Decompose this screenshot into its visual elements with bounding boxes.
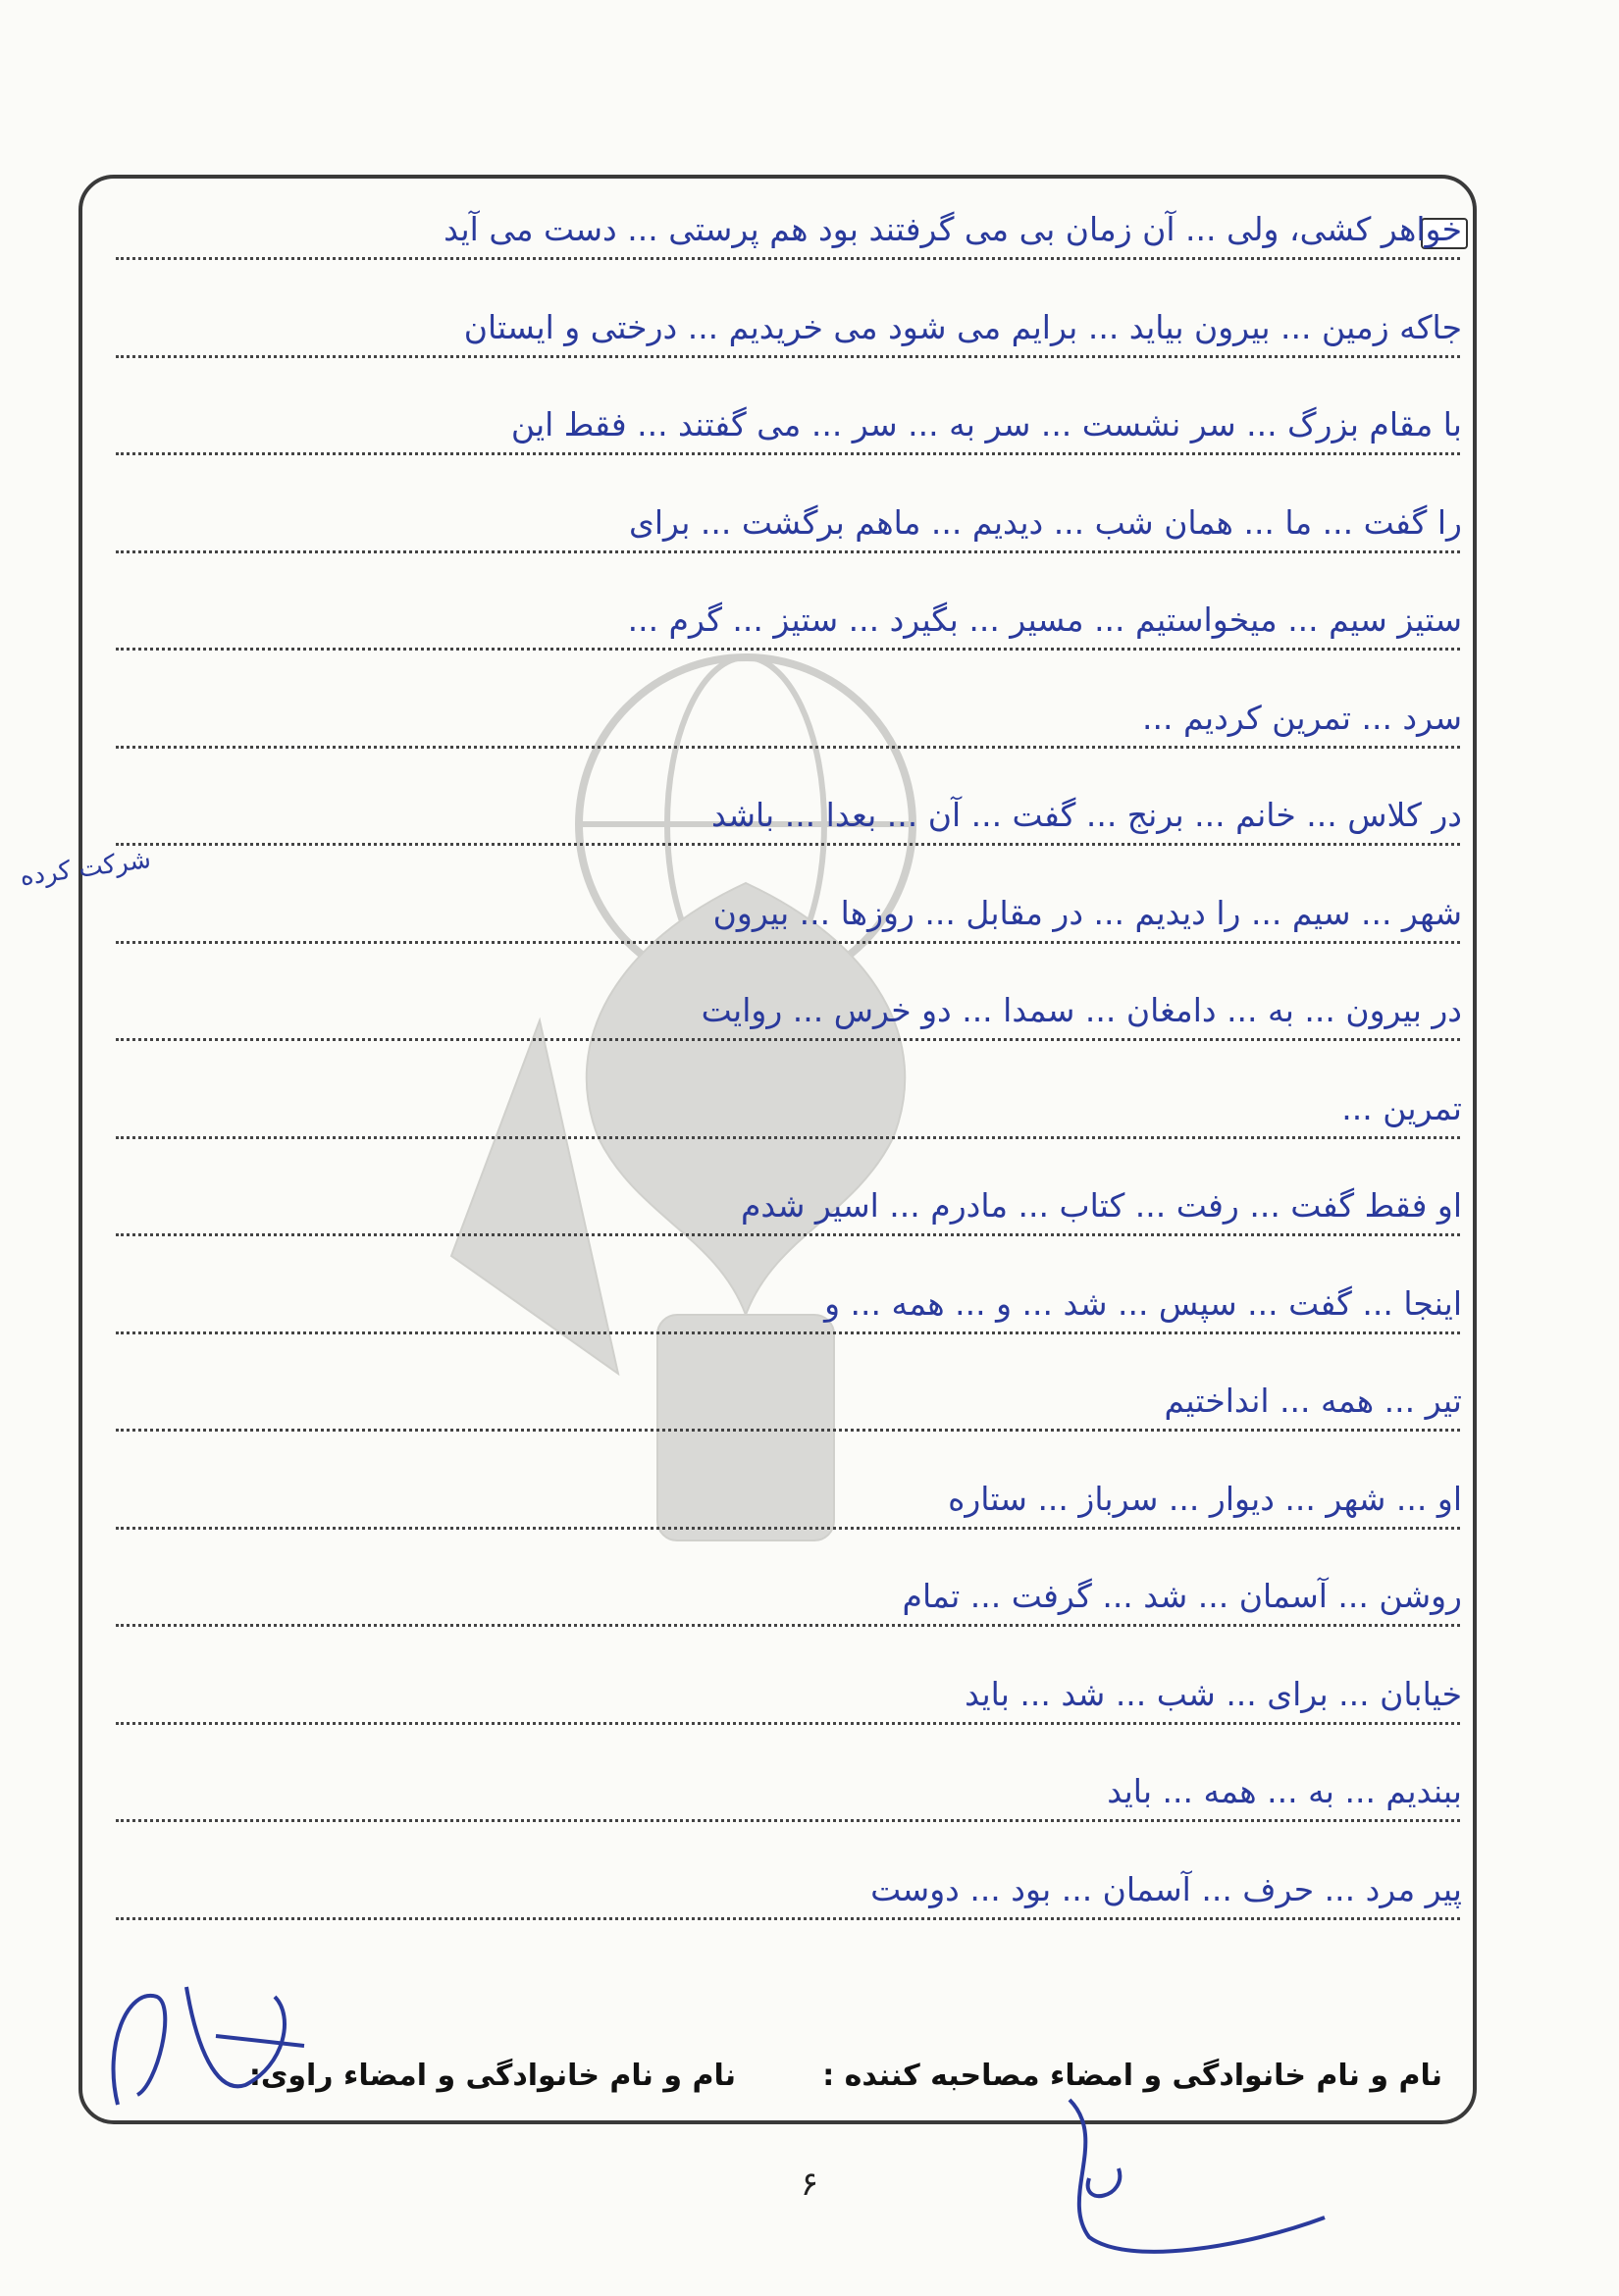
handwritten-line: ستیز سیم ... میخواستیم ... مسیر ... بگیرد ... ستیز ... گرم ... bbox=[627, 600, 1462, 639]
handwritten-line: جاکه زمین ... بیرون بیاید ... برایم می شود می خریدیم ... درختی و ایستان bbox=[463, 307, 1462, 346]
handwritten-line: پیر مرد ... حرف ... آسمان ... بود ... دوست bbox=[870, 1869, 1462, 1908]
handwritten-line: تیر ... همه ... انداختیم bbox=[1164, 1382, 1462, 1420]
ruled-line bbox=[116, 1527, 1460, 1530]
handwritten-line: ببندیم ... به ... همه ... باید bbox=[1107, 1772, 1462, 1810]
handwritten-line: روشن ... آسمان ... شد ... گرفت ... تمام bbox=[902, 1577, 1462, 1615]
narrator-signature-label: نام و نام خانوادگی و امضاء راوی: bbox=[248, 2059, 736, 2093]
ruled-line bbox=[116, 1429, 1460, 1432]
ruled-line bbox=[116, 843, 1460, 846]
margin-note: شرکت کرده bbox=[18, 844, 153, 893]
handwritten-line: سرد ... تمرین کردیم ... bbox=[1142, 698, 1462, 737]
handwritten-line: او فقط گفت ... رفت ... کتاب ... مادرم ... اسیر شدم bbox=[740, 1186, 1462, 1225]
narrator-signature bbox=[98, 1967, 314, 2114]
ruled-line bbox=[116, 1038, 1460, 1041]
ruled-line bbox=[116, 1819, 1460, 1822]
ruled-line bbox=[116, 257, 1460, 260]
handwritten-line: در بیرون ... به ... دامغان ... سمدا ... دو خرس ... روایت bbox=[701, 991, 1462, 1029]
handwritten-line: خیابان ... برای ... شب ... شد ... باید bbox=[965, 1674, 1462, 1713]
ruled-line bbox=[116, 1624, 1460, 1627]
handwritten-line: او ... شهر ... دیوار ... سرباز ... ستاره bbox=[948, 1479, 1462, 1518]
ruled-line bbox=[116, 1722, 1460, 1725]
handwritten-line: اینجا ... گفت ... سپس ... شد ... و ... همه ... و bbox=[824, 1283, 1462, 1323]
ruled-line bbox=[116, 1917, 1460, 1920]
ruled-line bbox=[116, 746, 1460, 749]
handwritten-line: خواهر کشی، ولی ... آن زمان بی می گرفتند بود هم پرستی ... دست می آید bbox=[444, 210, 1462, 248]
handwritten-line: را گفت ... ما ... همان شب ... دیدیم ... ماهم برگشت ... برای bbox=[629, 502, 1462, 542]
ruled-line bbox=[116, 355, 1460, 358]
page-number: ۶ bbox=[800, 2165, 819, 2204]
ruled-line bbox=[116, 941, 1460, 944]
ruled-line bbox=[116, 452, 1460, 455]
interviewer-signature-label: نام و نام خانوادگی و امضاء مصاحبه کننده : bbox=[822, 2059, 1442, 2093]
handwritten-line: تمرین ... bbox=[1341, 1088, 1462, 1127]
ruled-line bbox=[116, 1136, 1460, 1139]
handwritten-line: با مقام بزرگ ... سر نشست ... سر به ... سر ... می گفتند ... فقط این bbox=[510, 405, 1462, 444]
ruled-line bbox=[116, 1233, 1460, 1236]
ruled-line bbox=[116, 550, 1460, 553]
handwritten-line: شهر ... سیم ... را دیدیم ... در مقابل ... روزها ... بیرون bbox=[712, 893, 1462, 932]
handwritten-line: در کلاس ... خانم ... برنج ... گفت ... آن ... بعدا ... باشد bbox=[711, 796, 1462, 834]
ruled-line bbox=[116, 1331, 1460, 1334]
ruled-line bbox=[116, 648, 1460, 651]
